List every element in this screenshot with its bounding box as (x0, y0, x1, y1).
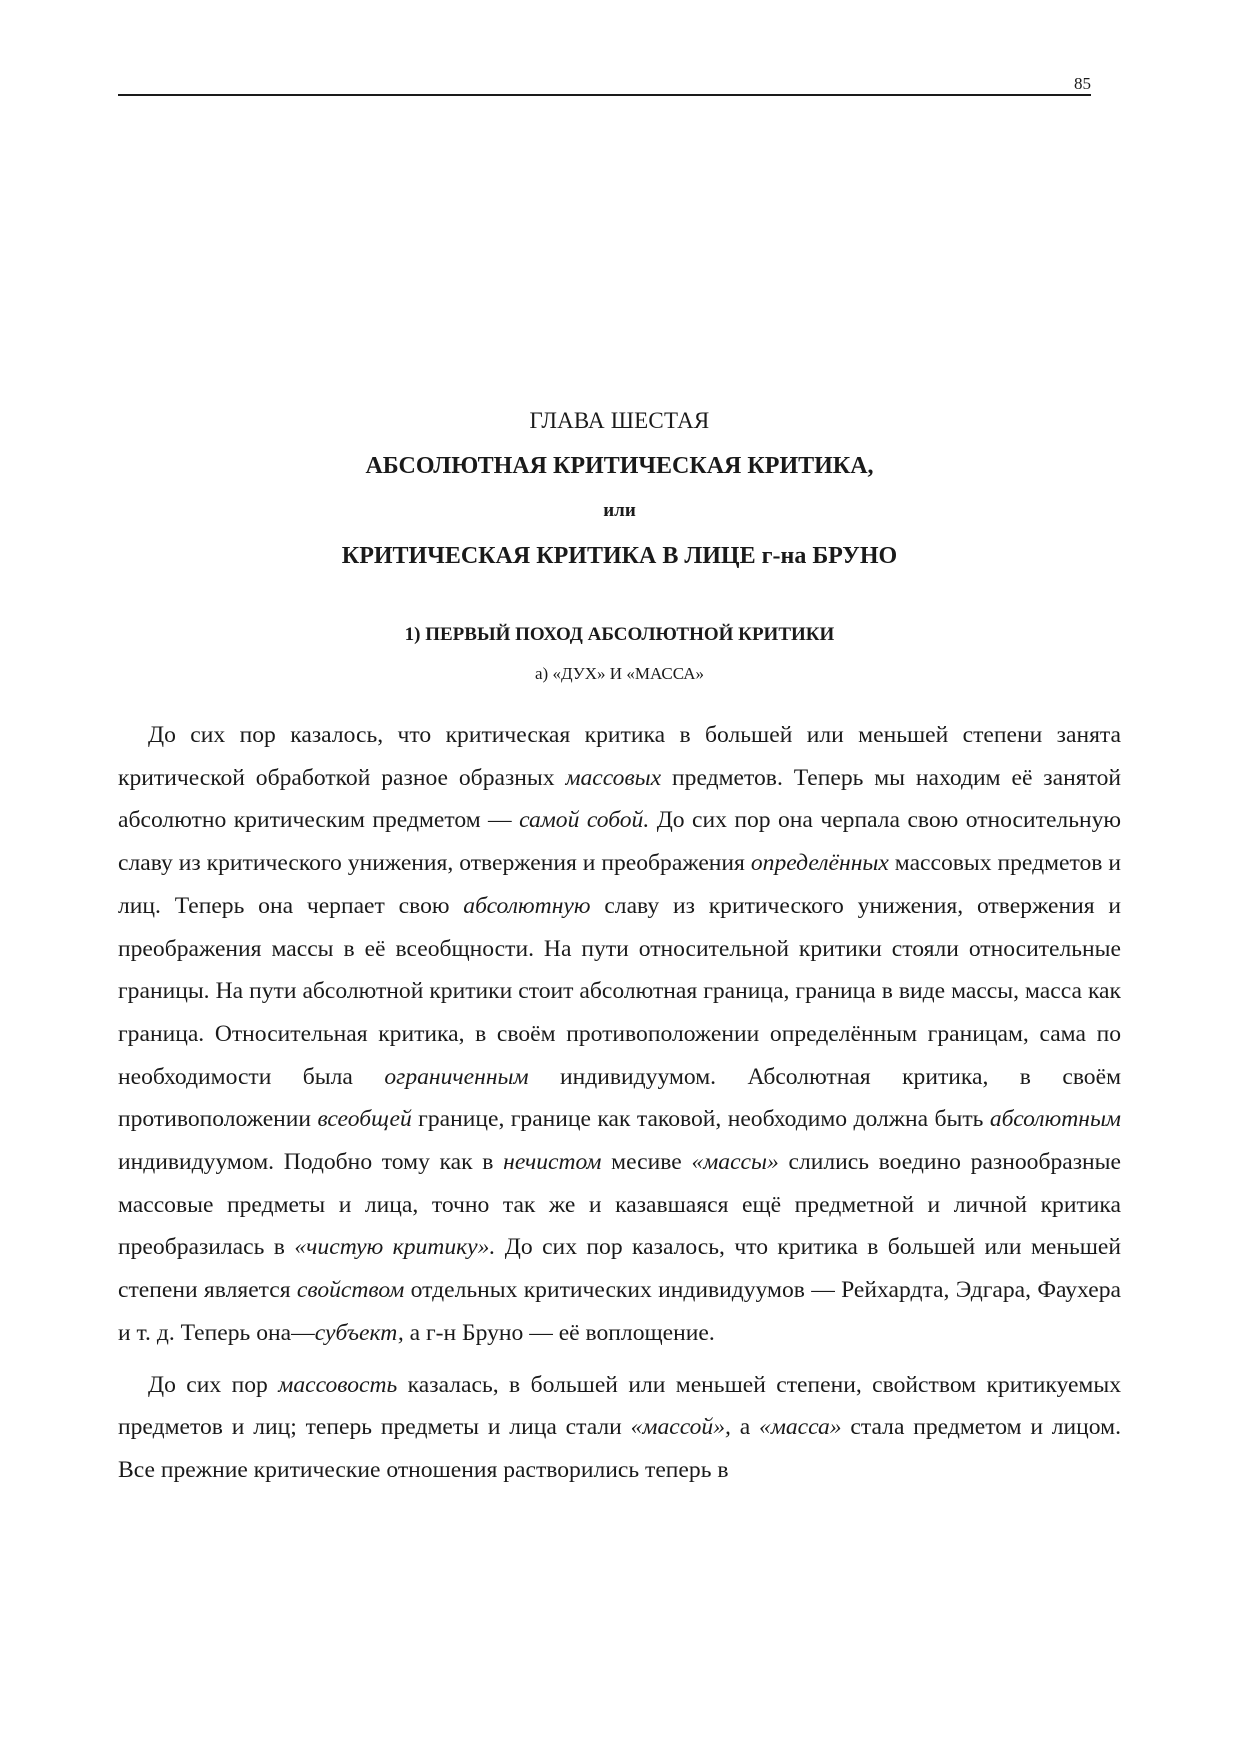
chapter-or: или (603, 500, 636, 521)
text-run: месиве (601, 1149, 692, 1176)
emphasized-text: субъект, (314, 1319, 404, 1346)
subsection-title: а) «ДУХ» И «МАССА» (534, 664, 704, 683)
emphasized-text: «масса» (759, 1414, 842, 1441)
text-run: слились воедино разнообразные массовые предметы и лица, точно так же и казавшаяся ещё предметной и личной критика преобразилась в (118, 1149, 1121, 1261)
paragraph (118, 1364, 1121, 1492)
emphasized-text: «чистую критику». (294, 1234, 496, 1261)
emphasized-text: ограниченным (384, 1063, 529, 1090)
chapter-label: ГЛАВА ШЕСТАЯ (529, 408, 710, 433)
text-run: казалась, в большей или меньшей степени, свойством критикуемых предметов и лиц; теперь предметы и лица стали (118, 1371, 1122, 1441)
chapter-heading (118, 406, 1121, 686)
emphasized-text: «массы» (691, 1149, 779, 1176)
emphasized-text: «массой», (630, 1414, 731, 1441)
chapter-title: АБСОЛЮТНАЯ КРИТИЧЕСКАЯ КРИТИКА, (365, 453, 874, 479)
paragraph (118, 714, 1121, 1355)
text-run: До сих пор она черпала свою относительную славу из критического унижения, отвержения и преображения (118, 807, 1122, 877)
text-run: До сих пор казалось, что критическая критика в большей или меньшей степени занята критической обработкой разное образных (118, 722, 1121, 791)
page-number: 85 (1074, 74, 1091, 93)
text-run: предметов. Теперь мы находим её занятой абсолютно критическим предметом — (118, 764, 1121, 834)
emphasized-text: самой собой. (519, 807, 650, 834)
emphasized-text: свойством (296, 1277, 405, 1304)
text-run: индивидуумом. Абсолютная критика, в своём противоположении (118, 1063, 1121, 1133)
body-text (118, 714, 1121, 1492)
text-run: славу из критического унижения, отвержения и преображения массы в её всеобщности. На пути относительной критики стояли относительные границы. На пути абсолютной критики стоит абсолютная граница, граница в виде массы, масса как граница. Относительная критика, в своём противоположении определённым границам, сама по необходимости была (118, 892, 1121, 1090)
emphasized-text: определённых (750, 850, 889, 877)
text-run: границе, границе как таковой, необходимо должна быть (411, 1106, 990, 1133)
text-run: До сих пор казалось, что критика в большей или меньшей степени является (118, 1234, 1122, 1304)
emphasized-text: всеобщей (317, 1106, 412, 1133)
text-run: а (730, 1414, 760, 1441)
emphasized-text: нечистом (503, 1149, 602, 1176)
emphasized-text: абсолютную (463, 892, 591, 919)
text-run: а г-н Бруно — её воплощение. (403, 1319, 715, 1346)
header-rule (118, 94, 1091, 96)
text-run: массовых предметов и лиц. Теперь она черпает свою (118, 850, 1121, 919)
chapter-subtitle: КРИТИЧЕСКАЯ КРИТИКА В ЛИЦЕ г-на БРУНО (341, 543, 898, 569)
emphasized-text: массовых (565, 764, 662, 791)
emphasized-text: массовость (278, 1371, 398, 1398)
text-run: До сих пор (148, 1371, 279, 1398)
text-run: отдельных критических индивидуумов — Рейхардта, Эдгара, Фаухера и т. д. Теперь она— (118, 1277, 1121, 1346)
text-run: стала предметом и лицом. Все прежние критические отношения растворились теперь в (118, 1414, 1121, 1483)
text-run: индивидуумом. Подобно тому как в (118, 1149, 504, 1176)
section-title: 1) ПЕРВЫЙ ПОХОД АБСОЛЮТНОЙ КРИТИКИ (404, 624, 835, 645)
emphasized-text: абсолютным (989, 1106, 1121, 1133)
